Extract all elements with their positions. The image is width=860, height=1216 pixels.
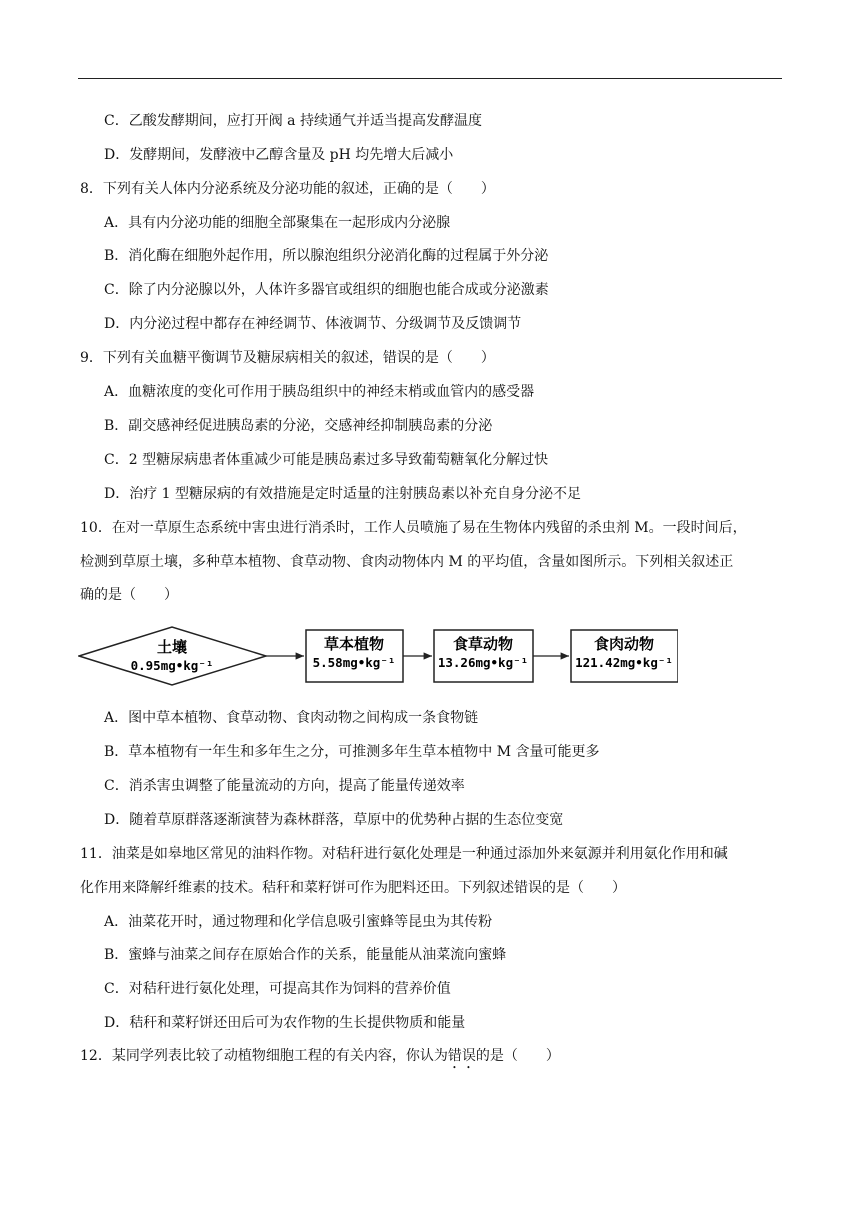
q8-option-c: C．除了内分泌腺以外，人体许多器官或组织的细胞也能合成或分泌激素 [104,282,549,298]
q10-stem-line3: 确的是（ ） [80,587,178,603]
q8-stem: 8．下列有关人体内分泌系统及分泌功能的叙述，正确的是（ ） [80,181,495,197]
soil-title: 土壤 [156,638,188,656]
q12-stem-end: 的是（ ） [475,1048,560,1064]
q8-option-a: A．具有内分泌功能的细胞全部聚集在一起形成内分泌腺 [104,215,451,231]
q9-option-b: B．副交感神经促进胰岛素的分泌，交感神经抑制胰岛素的分泌 [104,418,493,434]
q7-option-c: C．乙酸发酵期间，应打开阀 a 持续通气并适当提高发酵温度 [104,113,482,129]
q9-option-a: A．血糖浓度的变化可作用于胰岛组织中的神经末梢或血管内的感受器 [104,384,535,400]
q8-option-d: D．内分泌过程中都存在神经调节、体液调节、分级调节及反馈调节 [104,316,522,332]
q12-stem [80,1046,560,1072]
herbivore-title: 食草动物 [452,635,514,653]
pesticide-accumulation-diagram [78,625,678,687]
q10-option-d: D．随着草原群落逐渐演替为森林群落，草原中的优势种占据的生态位变宽 [104,812,564,828]
soil-value: 0.95mg•kg⁻¹ [130,658,214,673]
herb-plant-title: 草本植物 [323,635,385,653]
q10-option-b: B．草本植物有一年生和多年生之分，可推测多年生草本植物中 M 含量可能更多 [104,744,600,760]
q12-stem-start: 12．某同学列表比较了动植物细胞工程的有关内容，你认为 [80,1048,448,1064]
q11-stem-line1: 11．油菜是如皋地区常见的油料作物。对秸秆进行氨化处理是一种通过添加外来氨源并利用氨化作用和碱 [80,846,728,862]
carnivore-value: 121.42mg•kg⁻¹ [575,655,673,670]
soil-diamond [79,627,266,685]
q11-option-c: C．对秸秆进行氨化处理，可提高其作为饲料的营养价值 [104,981,451,997]
q11-option-d: D．秸秆和菜籽饼还田后可为农作物的生长提供物质和能量 [104,1015,466,1031]
herbivore-value: 13.26mg•kg⁻¹ [437,655,529,670]
q9-stem: 9．下列有关血糖平衡调节及糖尿病相关的叙述，错误的是（ ） [80,350,495,366]
q10-stem-line1: 10．在对一草原生态系统中害虫进行消杀时，工作人员喷施了易在生物体内残留的杀虫剂 M。一段时间后， [80,520,747,536]
carnivore-title: 食肉动物 [593,635,655,653]
q9-option-c: C．2 型糖尿病患者体重减少可能是胰岛素过多导致葡萄糖氧化分解过快 [104,452,549,468]
q10-option-a: A．图中草本植物、食草动物、食肉动物之间构成一条食物链 [104,710,479,726]
q12-stem-emphasis: 错误 [447,1048,476,1064]
q10-option-c: C．消杀害虫调整了能量流动的方向，提高了能量传递效率 [104,778,465,794]
q7-option-d: D．发酵期间，发酵液中乙醇含量及 pH 均先增大后减小 [104,147,454,163]
q9-option-d: D．治疗 1 型糖尿病的有效措施是定时适量的注射胰岛素以补充自身分泌不足 [104,486,582,502]
q11-option-a: A．油菜花开时，通过物理和化学信息吸引蜜蜂等昆虫为其传粉 [104,914,493,930]
herb-plant-value: 5.58mg•kg⁻¹ [312,655,396,670]
q11-stem-line2: 化作用来降解纤维素的技术。秸秆和菜籽饼可作为肥料还田。下列叙述错误的是（ ） [80,880,626,896]
q8-option-b: B．消化酶在细胞外起作用，所以腺泡组织分泌消化酶的过程属于外分泌 [104,248,549,264]
header-rule [78,78,782,79]
q11-option-b: B．蜜蜂与油菜之间存在原始合作的关系，能量能从油菜流向蜜蜂 [104,947,507,963]
q10-stem-line2: 检测到草原土壤，多种草本植物、食草动物、食肉动物体内 M 的平均值，含量如图所示。下列相关叙述正 [80,554,734,570]
